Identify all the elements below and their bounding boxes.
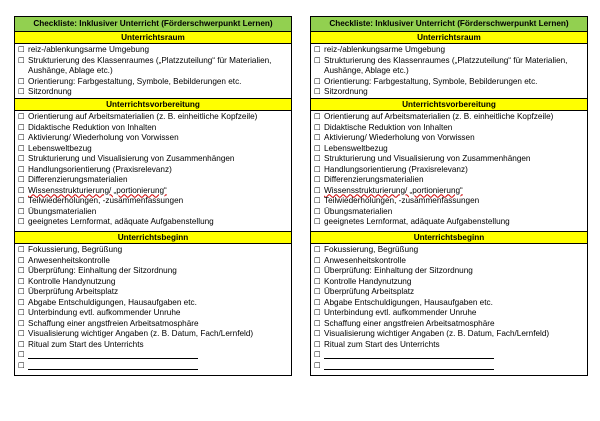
checklist-item[interactable]: ☐ Differenzierungsmaterialien xyxy=(314,175,424,184)
section-heading-unterrichtsraum: Unterrichtsraum xyxy=(311,32,587,44)
checklist-item[interactable]: ☐ Strukturierung und Visualisierung von Zusammenhängen xyxy=(18,154,235,163)
checklist-blank-item[interactable] xyxy=(314,361,584,372)
checklist-item[interactable]: ☐ Überprüfung: Einhaltung der Sitzordnung xyxy=(18,266,177,275)
checkbox-icon[interactable]: ☐ xyxy=(314,308,321,317)
checklist-card-left xyxy=(14,16,292,376)
checklist-item[interactable]: ☐ Sitzordnung xyxy=(18,87,72,96)
section-heading-unterrichtsraum: Unterrichtsraum xyxy=(15,32,291,44)
checkbox-icon[interactable]: ☐ xyxy=(314,185,321,195)
checklist-card-right xyxy=(310,16,588,376)
checkbox-icon[interactable]: ☐ xyxy=(18,122,25,132)
checkbox-icon[interactable]: ☐ xyxy=(18,87,25,96)
checkbox-icon[interactable]: ☐ xyxy=(18,287,25,296)
checkbox-icon[interactable]: ☐ xyxy=(18,164,25,174)
checklist-item[interactable]: ☐ Fokussierung, Begrüßung xyxy=(314,245,419,254)
section-heading-unterrichtsbeginn: Unterrichtsbeginn xyxy=(15,232,291,244)
checkbox-icon[interactable]: ☐ xyxy=(314,196,321,205)
checkbox-icon[interactable]: ☐ xyxy=(314,217,321,226)
checklist-item[interactable]: ☐ Fokussierung, Begrüßung xyxy=(18,245,123,254)
checkbox-icon[interactable]: ☐ xyxy=(314,255,321,265)
checklist-item[interactable]: ☐ Abgabe Entschuldigungen, Hausaufgaben etc. xyxy=(18,297,197,307)
section-heading-unterrichtsbeginn: Unterrichtsbeginn xyxy=(311,232,587,244)
checkbox-icon[interactable]: ☐ xyxy=(18,297,25,307)
checkbox-icon[interactable]: ☐ xyxy=(18,245,25,254)
section-unterrichtsbeginn xyxy=(15,244,291,375)
checkbox-icon[interactable]: ☐ xyxy=(18,143,25,153)
checklist-item[interactable]: ☐ Strukturierung des Klassenraumes („Platzzuteilung“ für Materialien, Aushänge, Ablage etc.) xyxy=(18,55,272,75)
checkbox-icon[interactable]: ☐ xyxy=(314,287,321,296)
checklist-item[interactable]: ☐ Anwesenheitskontrolle xyxy=(314,255,406,265)
section-unterrichtsraum xyxy=(311,44,587,99)
checklist-blank-item[interactable] xyxy=(18,350,288,361)
checklist-item[interactable]: ☐ Visualisierung wichtiger Angaben (z. B. Datum, Fach/Lernfeld) xyxy=(314,329,550,338)
checklist-item[interactable]: ☐ reiz-/ablenkungsarme Umgebung xyxy=(314,45,446,54)
checkbox-icon[interactable]: ☐ xyxy=(18,266,25,275)
checkbox-icon[interactable]: ☐ xyxy=(314,297,321,307)
checkbox-icon[interactable]: ☐ xyxy=(18,206,25,216)
checkbox-icon[interactable]: ☐ xyxy=(18,154,25,163)
checkbox-icon[interactable]: ☐ xyxy=(314,266,321,275)
checkbox-icon[interactable]: ☐ xyxy=(18,308,25,317)
checkbox-icon[interactable]: ☐ xyxy=(314,122,321,132)
checkbox-icon[interactable]: ☐ xyxy=(314,164,321,174)
checklist-item[interactable]: ☐ Kontrolle Handynutzung xyxy=(314,276,412,286)
checkbox-icon[interactable]: ☐ xyxy=(314,87,321,96)
blank-entry-line[interactable] xyxy=(324,361,494,370)
checkbox-icon[interactable]: ☐ xyxy=(18,133,25,142)
checkbox-icon[interactable]: ☐ xyxy=(18,45,25,54)
section-unterrichtsvorbereitung xyxy=(311,111,587,232)
checkbox-icon[interactable]: ☐ xyxy=(314,76,321,86)
checklist-item[interactable]: ☐ Überprüfung Arbeitsplatz xyxy=(18,287,119,296)
checklist-item[interactable]: ☐ Wissensstrukturierung/ „portionierung“ xyxy=(314,185,463,195)
checklist-item[interactable]: ☐ Handlungsorientierung (Praxisrelevanz) xyxy=(18,164,172,174)
checklist-item[interactable]: ☐ Strukturierung und Visualisierung von Zusammenhängen xyxy=(314,154,531,163)
checklist-item[interactable]: ☐ reiz-/ablenkungsarme Umgebung xyxy=(18,45,150,54)
checkbox-icon[interactable]: ☐ xyxy=(18,350,25,359)
checkbox-icon[interactable]: ☐ xyxy=(314,133,321,142)
checkbox-icon[interactable]: ☐ xyxy=(18,255,25,265)
checklist-item[interactable]: ☐ Wissensstrukturierung/ „portionierung“ xyxy=(18,185,167,195)
checkbox-icon[interactable]: ☐ xyxy=(18,185,25,195)
checkbox-icon[interactable]: ☐ xyxy=(18,360,25,370)
checkbox-icon[interactable]: ☐ xyxy=(314,143,321,153)
checklist-item[interactable]: ☐ Strukturierung des Klassenraumes („Platzzuteilung“ für Materialien, Aushänge, Ablage etc.) xyxy=(314,55,568,75)
checkbox-icon[interactable]: ☐ xyxy=(314,350,321,359)
checklist-item[interactable]: ☐ Unterbindung evtl. aufkommender Unruhe xyxy=(18,308,181,317)
checkbox-icon[interactable]: ☐ xyxy=(314,360,321,370)
blank-entry-line[interactable] xyxy=(28,350,198,359)
checklist-item[interactable]: ☐ Kontrolle Handynutzung xyxy=(18,276,116,286)
checkbox-icon[interactable]: ☐ xyxy=(18,112,25,121)
checklist-item[interactable]: ☐ Aktivierung/ Wiederholung von Vorwissen xyxy=(18,133,179,142)
section-unterrichtsraum xyxy=(15,44,291,99)
checklist-item[interactable]: ☐ Anwesenheitskontrolle xyxy=(18,255,110,265)
checkbox-icon[interactable]: ☐ xyxy=(314,276,321,286)
checklist-item[interactable]: ☐ Lebensweltbezug xyxy=(314,143,388,153)
checkbox-icon[interactable]: ☐ xyxy=(314,245,321,254)
checkbox-icon[interactable]: ☐ xyxy=(314,339,321,349)
checklist-blank-item[interactable] xyxy=(18,361,288,372)
checklist-item[interactable]: ☐ geeignetes Lernformat, adäquate Aufgabenstellung xyxy=(314,217,510,226)
checkbox-icon[interactable]: ☐ xyxy=(18,329,25,338)
checklist-item[interactable]: ☐ Übungsmaterialien xyxy=(18,206,97,216)
checkbox-icon[interactable]: ☐ xyxy=(314,154,321,163)
checklist-item[interactable]: ☐ Handlungsorientierung (Praxisrelevanz) xyxy=(314,164,468,174)
blank-entry-line[interactable] xyxy=(28,361,198,370)
checklist-item[interactable]: ☐ Teilwiederholungen, -zusammenfassungen xyxy=(314,196,480,205)
checklist-item[interactable]: ☐ geeignetes Lernformat, adäquate Aufgabenstellung xyxy=(18,217,214,226)
checklist-item[interactable]: ☐ Orientierung: Farbgestaltung, Symbole, Bebilderungen etc. xyxy=(314,76,538,86)
section-unterrichtsbeginn xyxy=(311,244,587,375)
checklist-item[interactable]: ☐ Differenzierungsmaterialien xyxy=(18,175,128,184)
section-heading-unterrichtsvorbereitung: Unterrichtsvorbereitung xyxy=(15,99,291,111)
checklist-item[interactable]: ☐ Unterbindung evtl. aufkommender Unruhe xyxy=(314,308,477,317)
blank-entry-line[interactable] xyxy=(324,350,494,359)
checkbox-icon[interactable]: ☐ xyxy=(18,276,25,286)
checklist-item[interactable]: ☐ Orientierung auf Arbeitsmaterialien (z. B. einheitliche Kopfzeile) xyxy=(314,112,554,121)
checkbox-icon[interactable]: ☐ xyxy=(314,45,321,54)
checkbox-icon[interactable]: ☐ xyxy=(314,112,321,121)
checklist-item[interactable]: ☐ Ritual zum Start des Unterrichts xyxy=(314,339,440,349)
section-heading-unterrichtsvorbereitung: Unterrichtsvorbereitung xyxy=(311,99,587,111)
checklist-item[interactable]: ☐ Didaktische Reduktion von Inhalten xyxy=(18,122,157,132)
checklist-item[interactable]: ☐ Aktivierung/ Wiederholung von Vorwissen xyxy=(314,133,475,142)
checklist-item[interactable]: ☐ Visualisierung wichtiger Angaben (z. B. Datum, Fach/Lernfeld) xyxy=(18,329,254,338)
card-title: Checkliste: Inklusiver Unterricht (Förderschwerpunkt Lernen) xyxy=(15,17,291,32)
checklist-item[interactable]: ☐ Didaktische Reduktion von Inhalten xyxy=(314,122,453,132)
checklist-item[interactable]: ☐ Abgabe Entschuldigungen, Hausaufgaben etc. xyxy=(314,297,493,307)
checklist-item[interactable]: ☐ Überprüfung: Einhaltung der Sitzordnung xyxy=(314,266,473,275)
checkbox-icon[interactable]: ☐ xyxy=(18,196,25,205)
checklist-item[interactable]: ☐ Schaffung einer angstfreien Arbeitsatmosphäre xyxy=(314,318,495,328)
checkbox-icon[interactable]: ☐ xyxy=(18,318,25,328)
checkbox-icon[interactable]: ☐ xyxy=(18,76,25,86)
checkbox-icon[interactable]: ☐ xyxy=(18,55,25,65)
checklist-item[interactable]: ☐ Überprüfung Arbeitsplatz xyxy=(314,287,415,296)
checklist-item[interactable]: ☐ Orientierung auf Arbeitsmaterialien (z. B. einheitliche Kopfzeile) xyxy=(18,112,258,121)
checklist-item[interactable]: ☐ Orientierung: Farbgestaltung, Symbole, Bebilderungen etc. xyxy=(18,76,242,86)
checklist-item[interactable]: ☐ Übungsmaterialien xyxy=(314,206,393,216)
section-unterrichtsvorbereitung xyxy=(15,111,291,232)
checklist-item[interactable]: ☐ Sitzordnung xyxy=(314,87,368,96)
checkbox-icon[interactable]: ☐ xyxy=(18,339,25,349)
checklist-item[interactable]: ☐ Lebensweltbezug xyxy=(18,143,92,153)
checklist-item[interactable]: ☐ Ritual zum Start des Unterrichts xyxy=(18,339,144,349)
checkbox-icon[interactable]: ☐ xyxy=(314,55,321,65)
checkbox-icon[interactable]: ☐ xyxy=(314,206,321,216)
checklist-item[interactable]: ☐ Schaffung einer angstfreien Arbeitsatmosphäre xyxy=(18,318,199,328)
checklist-item[interactable]: ☐ Teilwiederholungen, -zusammenfassungen xyxy=(18,196,184,205)
card-title: Checkliste: Inklusiver Unterricht (Förderschwerpunkt Lernen) xyxy=(311,17,587,32)
checkbox-icon[interactable]: ☐ xyxy=(18,175,25,184)
checkbox-icon[interactable]: ☐ xyxy=(18,217,25,226)
checkbox-icon[interactable]: ☐ xyxy=(314,329,321,338)
checklist-blank-item[interactable] xyxy=(314,350,584,361)
checkbox-icon[interactable]: ☐ xyxy=(314,318,321,328)
checkbox-icon[interactable]: ☐ xyxy=(314,175,321,184)
